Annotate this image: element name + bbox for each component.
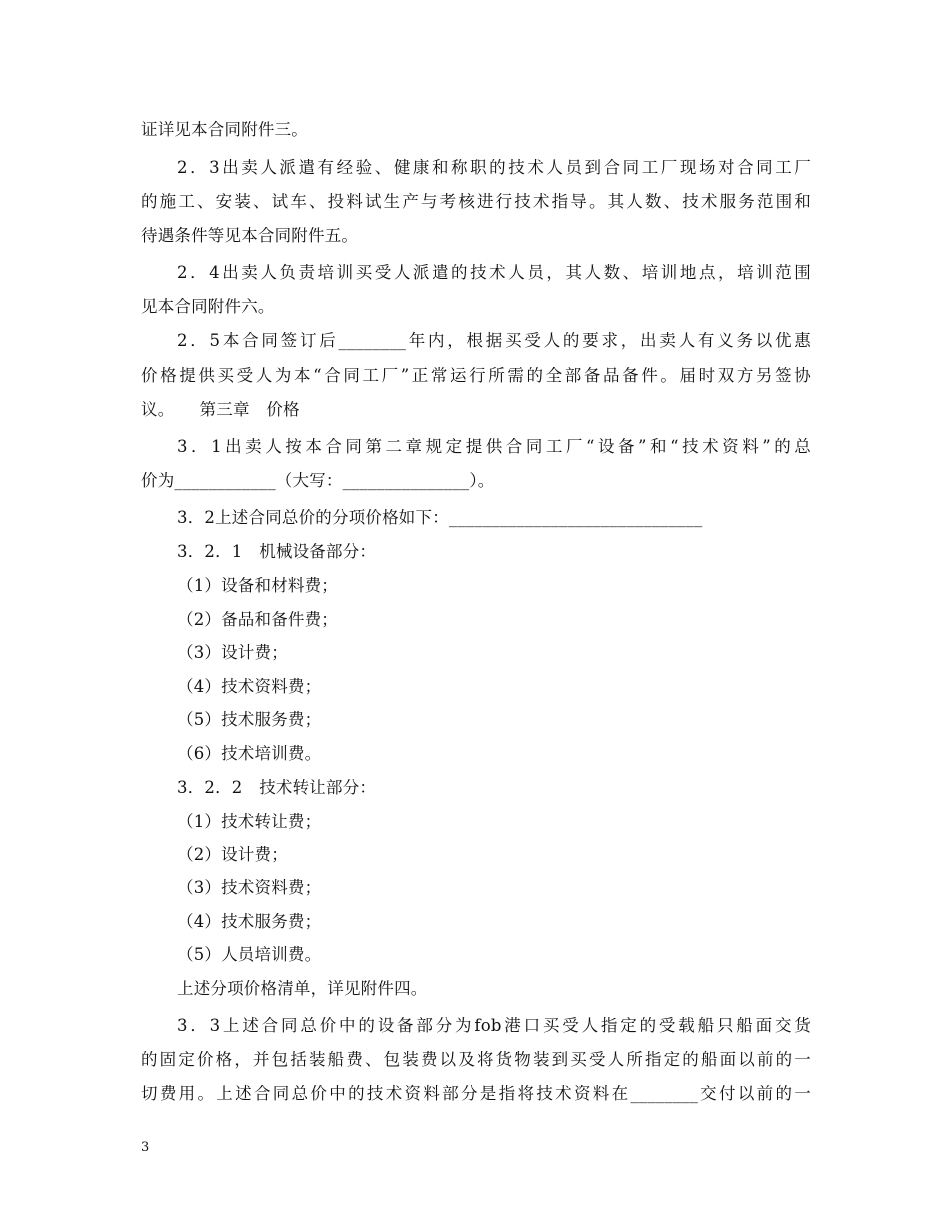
page-number: 3	[141, 1140, 150, 1155]
list-item: （1）设备和材料费；	[177, 576, 338, 595]
chapter-heading-line: 议。 第三章 价格	[141, 400, 300, 419]
text-line: 的施工、安装、试车、投料试生产与考核进行技术指导。其人数、技术服务范围和	[141, 192, 811, 211]
text-line: 证详见本合同附件三。	[141, 120, 308, 139]
list-item: （1）技术转让费；	[177, 812, 322, 831]
list-item: （4）技术服务费；	[177, 912, 322, 931]
text-line: 3．2上述合同总价的分项价格如下：______________________________	[177, 508, 703, 527]
text-line: 切费用。上述合同总价中的技术资料部分是指将技术资料在________交付以前的一	[141, 1084, 811, 1103]
section-heading-line: 3．2．2 技术转让部分：	[177, 778, 377, 797]
text-line: 的固定价格，并包括装船费、包装费以及将货物装到买受人所指定的船面以前的一	[141, 1050, 811, 1069]
text-line: 价格提供买受人为本“合同工厂”正常运行所需的全部备品备件。届时双方另签协	[141, 366, 811, 385]
list-item: （6）技术培训费。	[177, 744, 322, 763]
text-line: 待遇条件等见本合同附件五。	[141, 226, 359, 245]
list-item: （5）技术服务费；	[177, 710, 322, 729]
list-item: （2）设计费；	[177, 845, 288, 864]
list-item: （3）技术资料费；	[177, 878, 322, 897]
text-line: 2．4出卖人负责培训买受人派遣的技术人员，其人数、培训地点，培训范围	[177, 263, 811, 282]
text-line: 2．5本合同签订后________年内，根据买受人的要求，出卖人有义务以优惠	[177, 331, 811, 350]
text-line: 3．3上述合同总价中的设备部分为fob港口买受人指定的受载船只船面交货	[177, 1016, 811, 1035]
text-line: 见本合同附件六。	[141, 297, 275, 316]
text-line: 价为____________（大写：_______________）。	[141, 471, 495, 490]
list-item: （4）技术资料费；	[177, 677, 322, 696]
text-line: 上述分项价格清单，详见附件四。	[177, 979, 428, 998]
list-item: （5）人员培训费。	[177, 945, 322, 964]
list-item: （3）设计费；	[177, 643, 288, 662]
text-line: 3．1出卖人按本合同第二章规定提供合同工厂“设备”和“技术资料”的总	[177, 437, 811, 456]
section-heading-line: 3．2．1 机械设备部分：	[177, 542, 377, 561]
text-line: 2．3出卖人派遣有经验、健康和称职的技术人员到合同工厂现场对合同工厂	[177, 158, 811, 177]
list-item: （2）备品和备件费；	[177, 610, 338, 629]
